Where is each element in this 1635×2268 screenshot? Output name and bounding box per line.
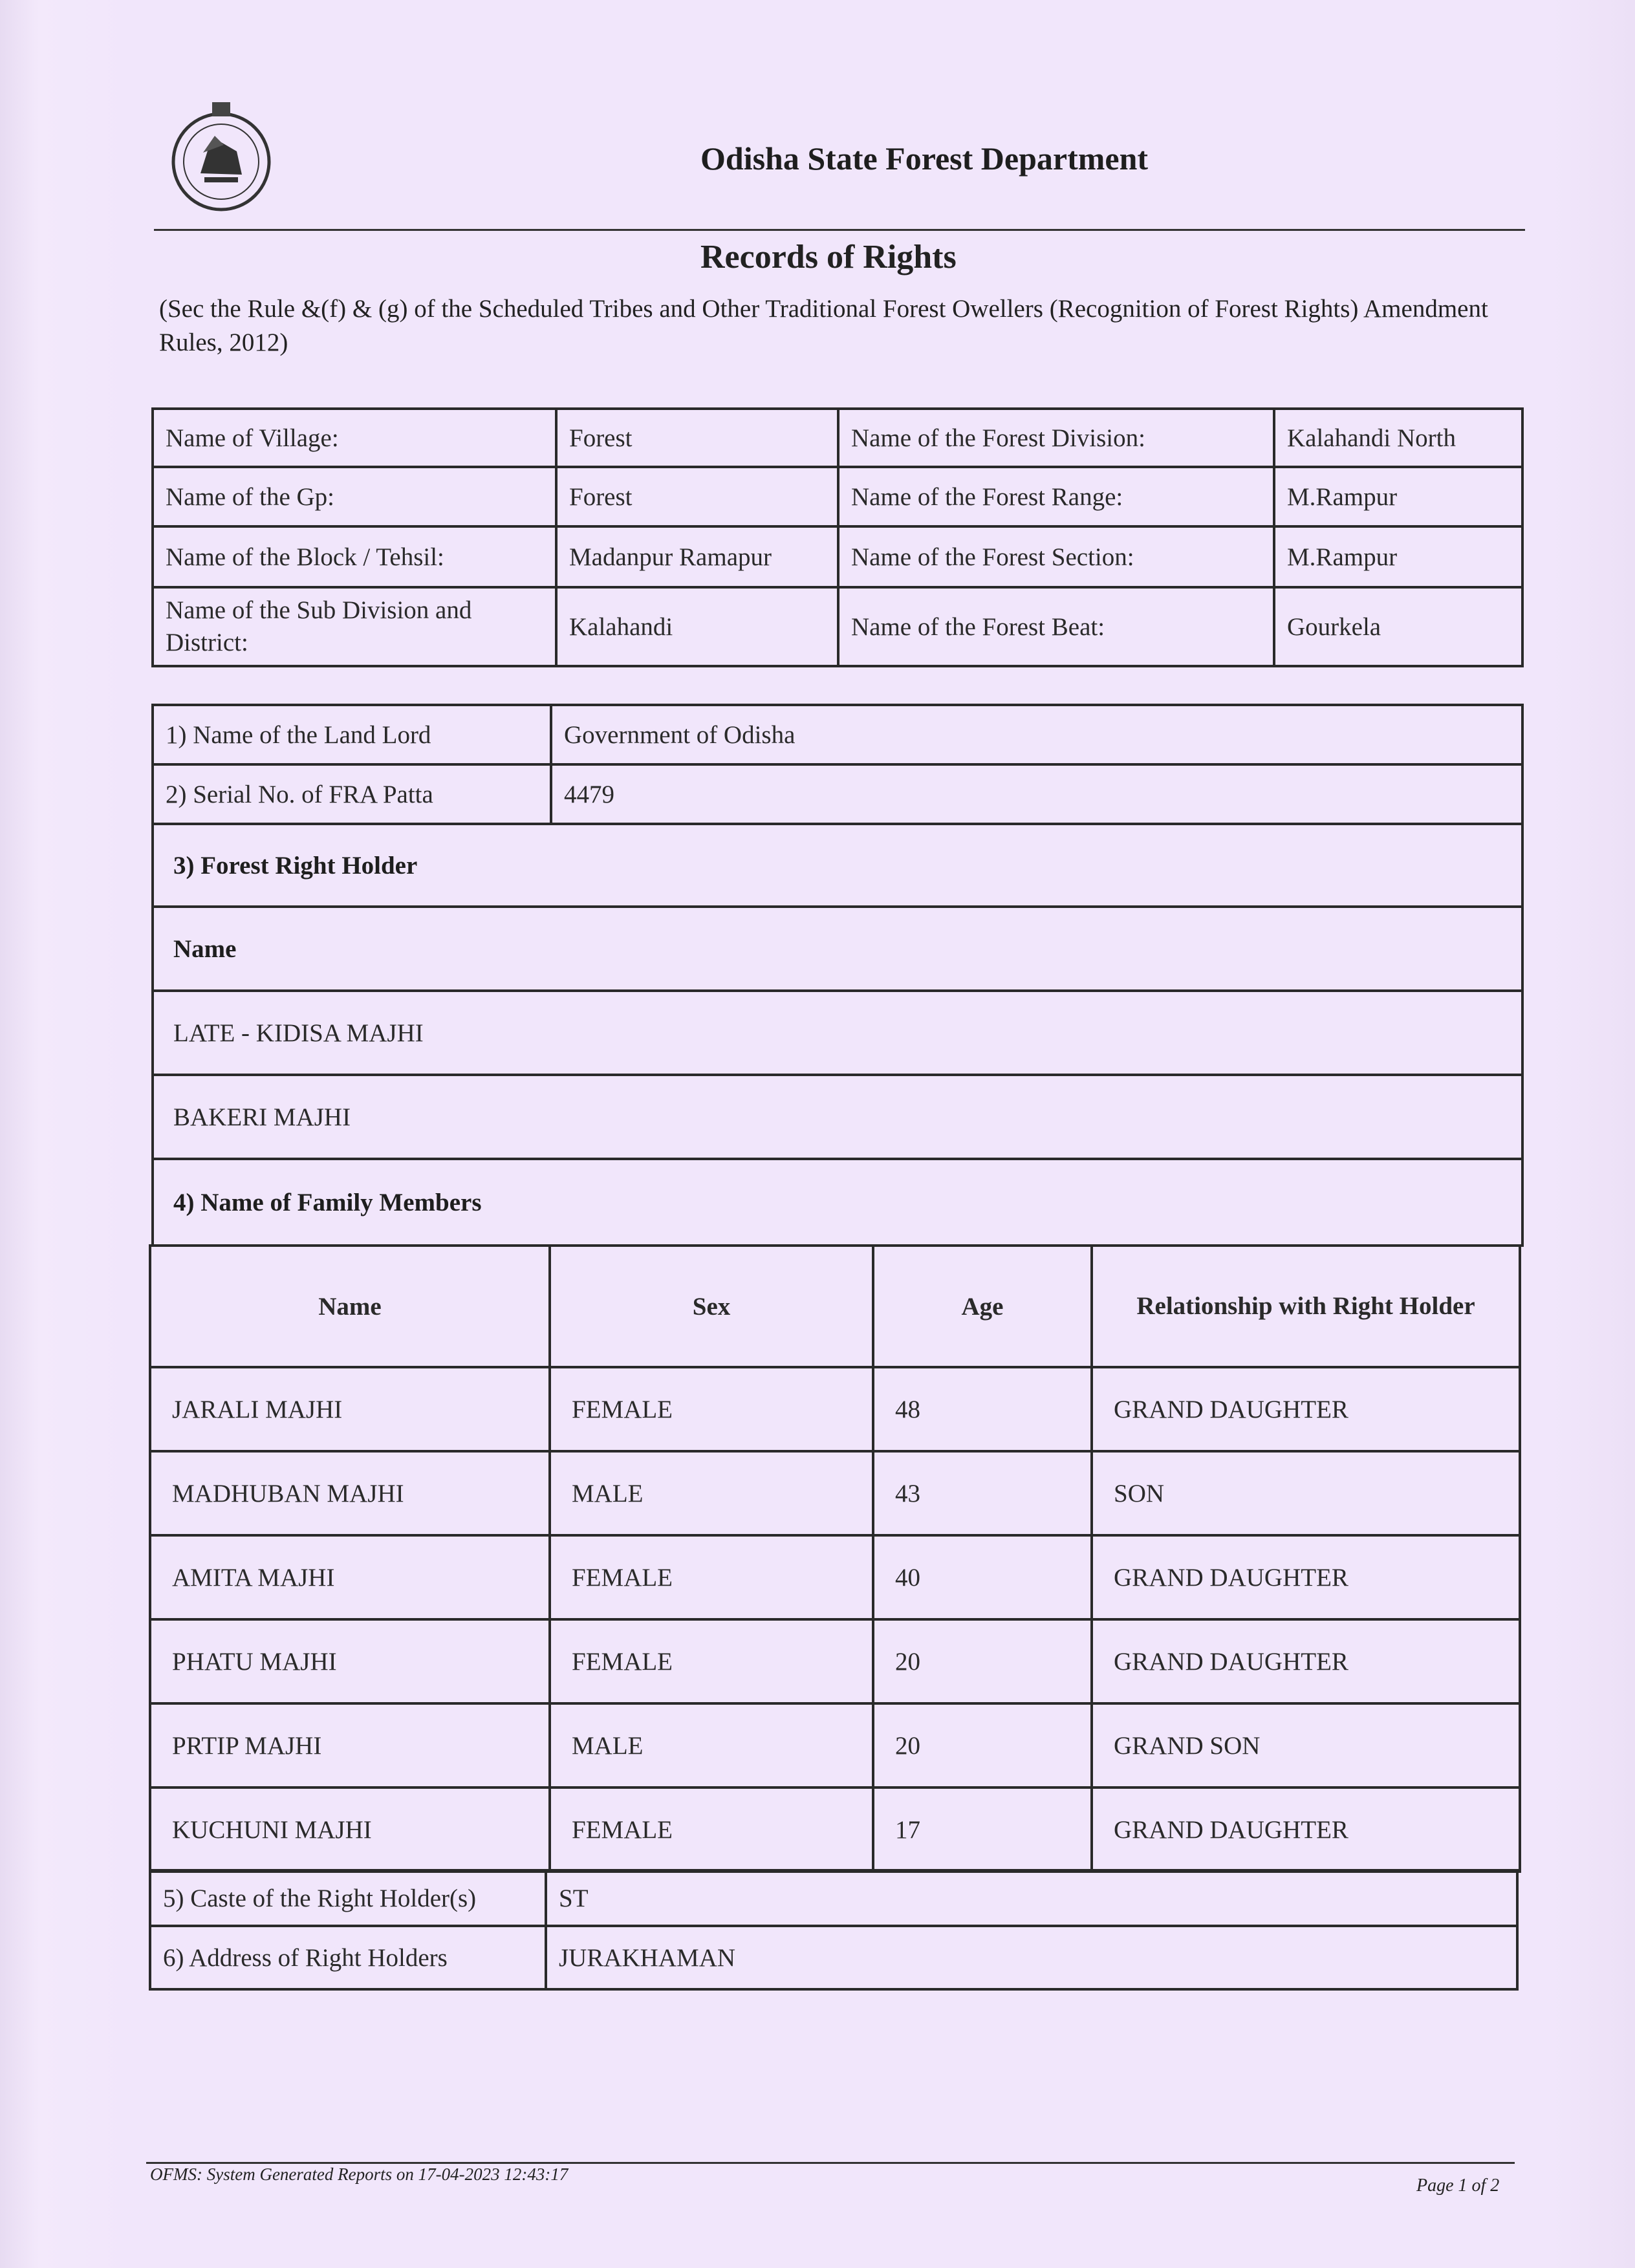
header-rule: [154, 229, 1525, 231]
member-sex: FEMALE: [550, 1619, 873, 1703]
member-relationship: SON: [1092, 1451, 1520, 1535]
section-forest-right-holder: 3) Forest Right Holder: [153, 824, 1522, 907]
member-sex: FEMALE: [550, 1787, 873, 1872]
table-row: [153, 467, 1522, 526]
table-row: [153, 1075, 1522, 1159]
footer-rule: [146, 2162, 1515, 2164]
table-row: [153, 526, 1522, 587]
value-land-lord: Government of Odisha: [551, 705, 1522, 764]
label-block: Name of the Block / Tehsil:: [153, 526, 556, 587]
label-forest-beat: Name of the Forest Beat:: [838, 587, 1274, 666]
value-patta-serial: 4479: [551, 764, 1522, 824]
odisha-emblem-icon: [169, 97, 273, 213]
value-forest-section: M.Rampur: [1274, 526, 1522, 587]
value-address: JURAKHAMAN: [546, 1926, 1517, 1989]
caste-address-table: [149, 1869, 1519, 1991]
location-table: [151, 407, 1524, 667]
member-sex: MALE: [550, 1451, 873, 1535]
page-number: Page 1 of 2: [1416, 2176, 1500, 2196]
table-row: [153, 824, 1522, 907]
member-sex: FEMALE: [550, 1535, 873, 1619]
member-relationship: GRAND DAUGHTER: [1092, 1535, 1520, 1619]
column-header-sex: Sex: [550, 1246, 873, 1367]
value-block: Madanpur Ramapur: [556, 526, 838, 587]
family-members-table: [149, 1244, 1521, 1873]
rule-reference: (Sec the Rule &(f) & (g) of the Scheduled Tribes and Other Traditional Forest Owellers (Recognition of Forest Rights) Amendment Rules, 2012): [159, 295, 1488, 356]
value-gp: Forest: [556, 467, 838, 526]
member-name: PHATU MAJHI: [150, 1619, 550, 1703]
holder-name-1: LATE - KIDISA MAJHI: [153, 991, 1522, 1075]
column-header-name: Name: [150, 1246, 550, 1367]
table-row: [153, 587, 1522, 666]
label-forest-section: Name of the Forest Section:: [838, 526, 1274, 587]
table-row: [150, 1619, 1520, 1703]
label-address: 6) Address of Right Holders: [150, 1926, 546, 1989]
member-relationship: GRAND SON: [1092, 1703, 1520, 1787]
label-patta-serial: 2) Serial No. of FRA Patta: [153, 764, 551, 824]
label-subdivision: Name of the Sub Division and District:: [153, 587, 556, 666]
member-name: MADHUBAN MAJHI: [150, 1451, 550, 1535]
column-header-relationship: Relationship with Right Holder: [1092, 1246, 1520, 1367]
table-row: [153, 991, 1522, 1075]
holder-name-2: BAKERI MAJHI: [153, 1075, 1522, 1159]
label-land-lord: 1) Name of the Land Lord: [153, 705, 551, 764]
value-forest-range: M.Rampur: [1274, 467, 1522, 526]
value-subdivision: Kalahandi: [556, 587, 838, 666]
rights-table: [151, 704, 1524, 1247]
table-row: [150, 1535, 1520, 1619]
table-row: [153, 409, 1522, 467]
department-title: Odisha State Forest Department: [700, 140, 1149, 177]
table-header-row: [150, 1246, 1520, 1367]
table-row: [153, 1159, 1522, 1246]
value-forest-division: Kalahandi North: [1274, 409, 1522, 467]
label-forest-range: Name of the Forest Range:: [838, 467, 1274, 526]
member-name: JARALI MAJHI: [150, 1367, 550, 1451]
member-relationship: GRAND DAUGHTER: [1092, 1367, 1520, 1451]
label-village: Name of Village:: [153, 409, 556, 467]
member-name: AMITA MAJHI: [150, 1535, 550, 1619]
value-village: Forest: [556, 409, 838, 467]
label-forest-division: Name of the Forest Division:: [838, 409, 1274, 467]
table-row: [150, 1703, 1520, 1787]
footer-generated-note: OFMS: System Generated Reports on 17-04-2023 12:43:17: [150, 2165, 568, 2184]
value-forest-beat: Gourkela: [1274, 587, 1522, 666]
table-row: [150, 1870, 1517, 1926]
table-row: [153, 907, 1522, 991]
label-caste: 5) Caste of the Right Holder(s): [150, 1870, 546, 1926]
member-age: 17: [873, 1787, 1092, 1872]
table-row: [153, 705, 1522, 764]
member-age: 20: [873, 1703, 1092, 1787]
value-caste: ST: [546, 1870, 1517, 1926]
document-title: Records of Rights: [700, 239, 957, 275]
table-row: [150, 1926, 1517, 1989]
member-name: KUCHUNI MAJHI: [150, 1787, 550, 1872]
member-name: PRTIP MAJHI: [150, 1703, 550, 1787]
member-relationship: GRAND DAUGHTER: [1092, 1619, 1520, 1703]
member-relationship: GRAND DAUGHTER: [1092, 1787, 1520, 1872]
label-gp: Name of the Gp:: [153, 467, 556, 526]
member-sex: MALE: [550, 1703, 873, 1787]
section-family-members: 4) Name of Family Members: [153, 1159, 1522, 1246]
table-row: [150, 1367, 1520, 1451]
table-row: [150, 1451, 1520, 1535]
member-age: 48: [873, 1367, 1092, 1451]
member-sex: FEMALE: [550, 1367, 873, 1451]
table-row: [153, 764, 1522, 824]
member-age: 40: [873, 1535, 1092, 1619]
member-age: 20: [873, 1619, 1092, 1703]
holder-name-header: Name: [153, 907, 1522, 991]
column-header-age: Age: [873, 1246, 1092, 1367]
table-row: [150, 1787, 1520, 1872]
member-age: 43: [873, 1451, 1092, 1535]
